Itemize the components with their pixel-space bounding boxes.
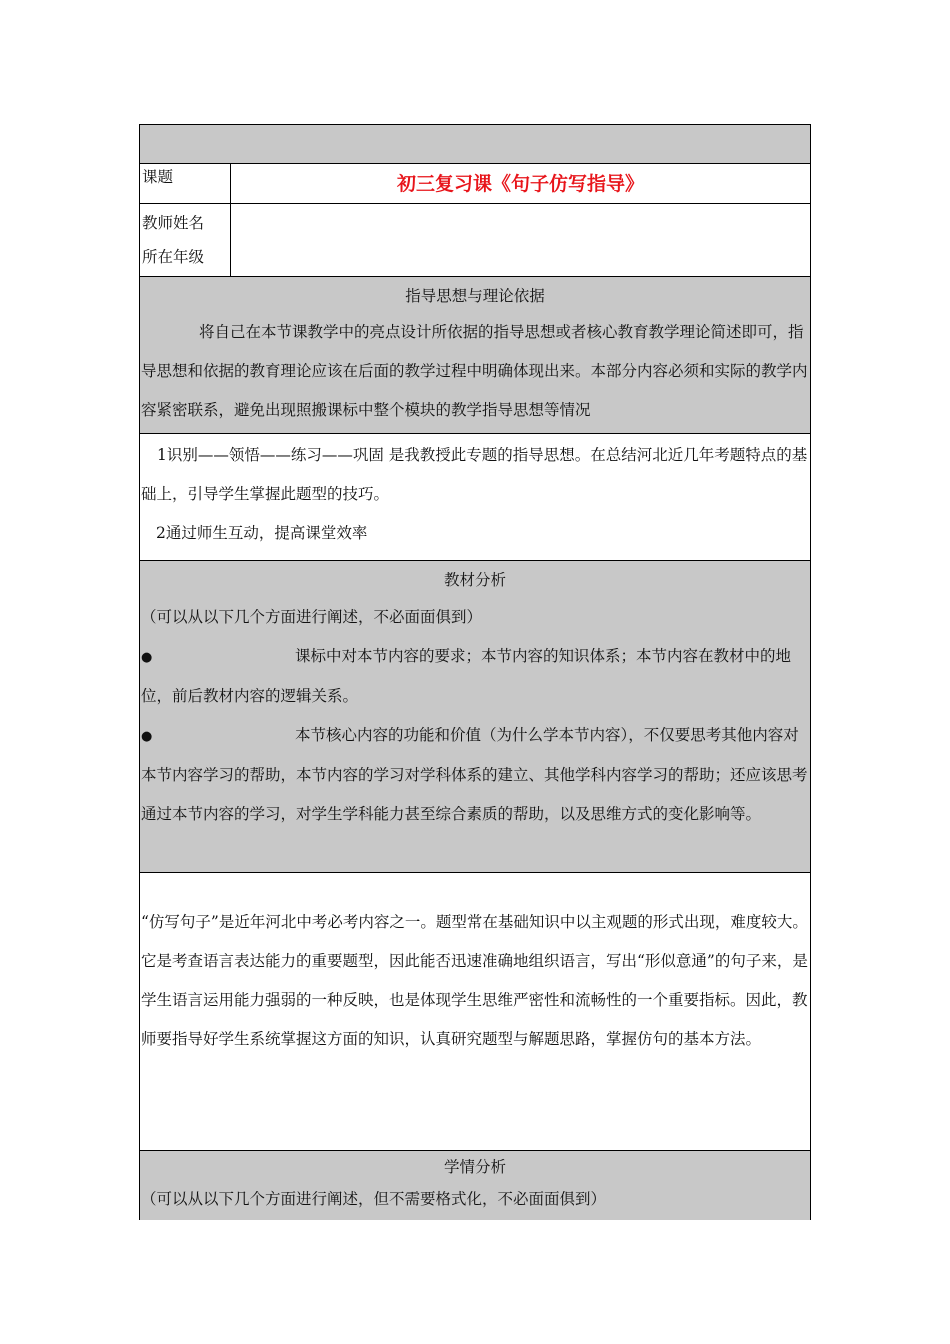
- topic-label: 课题: [142, 168, 174, 186]
- student-note: （可以从以下几个方面进行阐述，但不需要格式化，不必面面俱到）: [141, 1190, 607, 1208]
- guidance-heading: 指导思想与理论依据: [405, 287, 545, 305]
- topic-row: [140, 163, 810, 203]
- top-header-row: [140, 125, 810, 163]
- material-bullet-1: [140, 637, 810, 716]
- bullet-dot: ●: [141, 650, 153, 665]
- material-bullet-2: [140, 716, 810, 834]
- teacher-grade-row: [140, 203, 810, 276]
- guidance-point-2: 2通过师生互动，提高课堂效率: [156, 524, 368, 542]
- topic-title: 初三复习课《句子仿写指导》: [230, 164, 810, 204]
- teacher-grade-value: [230, 204, 810, 277]
- material-body-text: “仿写句子”是近年河北中考必考内容之一。题型常在基础知识中以主观题的形式出现，难度较大。它是考查语言表达能力的重要题型，因此能否迅速准确地组织语言，写出“形似意通”的句子来，是学生语言运用能力强弱的一种反映，也是体现学生思维严密性和流畅性的一个重要指标。因此，教师要指导好学生系统掌握这方面的知识，认真研究题型与解题思路，掌握仿句的基本方法。: [141, 913, 808, 1048]
- material-bullet-2-text: 本节核心内容的功能和价值（为什么学本节内容），不仅要思考其他内容对本节内容学习的帮助，本节内容的学习对学科体系的建立、其他学科内容学习的帮助；还应该思考通过本节内容的学习，对学生学科能力甚至综合素质的帮助，以及思维方式的变化影响等。: [141, 726, 808, 823]
- material-heading: 教材分析: [443, 571, 506, 589]
- bullet-dot: ●: [141, 729, 153, 744]
- student-section: [140, 1150, 810, 1220]
- guidance-point-1: 1识别——领悟——练习——巩固 是我教授此专题的指导思想。在总结河北近几年考题特点的基础上，引导学生掌握此题型的技巧。: [141, 446, 808, 503]
- student-heading: 学情分析: [443, 1158, 506, 1176]
- guidance-section: [140, 276, 810, 433]
- material-section: [140, 560, 810, 872]
- material-body: [140, 872, 810, 1150]
- teacher-label: 教师姓名: [142, 214, 205, 232]
- lesson-plan-table: [139, 124, 811, 1220]
- guidance-points: [140, 433, 810, 560]
- material-bullet-1-text: 课标中对本节内容的要求；本节内容的知识体系；本节内容在教材中的地位，前后教材内容的逻辑关系。: [141, 647, 792, 705]
- grade-label: 所在年级: [142, 248, 205, 266]
- material-note: （可以从以下几个方面进行阐述，不必面面俱到）: [141, 608, 483, 626]
- guidance-instruction: 将自己在本节课教学中的亮点设计所依据的指导思想或者核心教育教学理论简述即可，指导思想和依据的教育理论应该在后面的教学过程中明确体现出来。本部分内容必须和实际的教学内容紧密联系，避免出现照搬课标中整个模块的教学指导思想等情况: [141, 323, 808, 419]
